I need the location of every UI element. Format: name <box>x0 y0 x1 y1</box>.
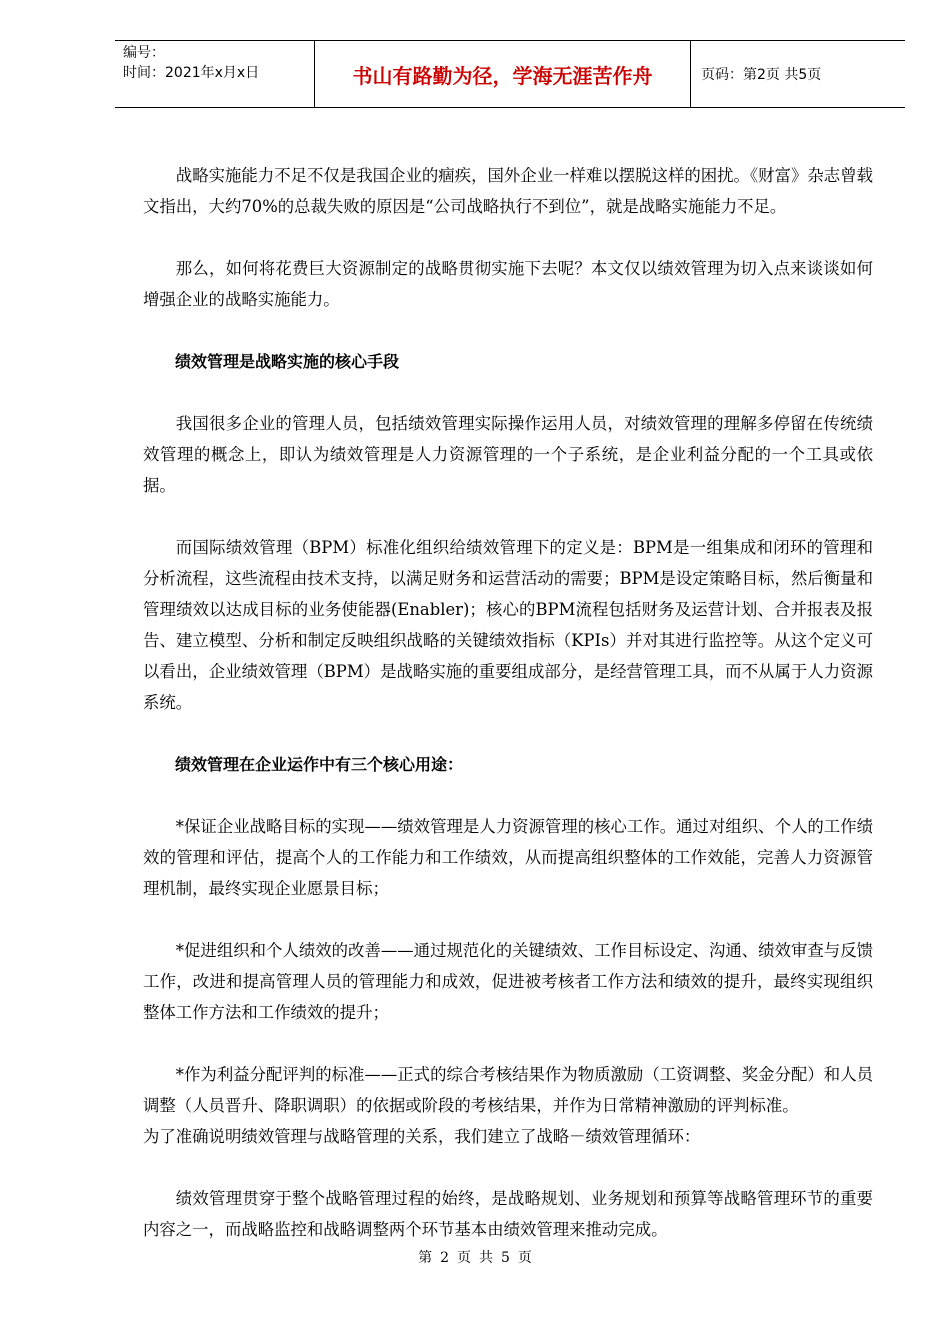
footer-gong: 共 <box>479 1250 493 1266</box>
page-header <box>115 40 905 108</box>
section-heading-2: 绩效管理在企业运作中有三个核心用途： <box>175 755 464 774</box>
paragraph-3: 我国很多企业的管理人员，包括绩效管理实际操作运用人员，对绩效管理的理解多停留在传统绩效管理的概念上，即认为绩效管理是人力资源管理的一个子系统，是企业利益分配的一个工具或依据。 <box>143 414 873 495</box>
paragraph-1: 战略实施能力不足不仅是我国企业的痼疾，国外企业一样难以摆脱这样的困扰。《财富》杂志曾载文指出，大约70%的总裁失败的原因是“公司战略执行不到位”，就是战略实施能力不足。 <box>143 166 873 216</box>
paragraph-8: 为了准确说明绩效管理与战略管理的关系，我们建立了战略－绩效管理循环： <box>143 1127 701 1146</box>
header-info-cell <box>115 41 315 107</box>
paragraph-6: *促进组织和个人绩效的改善——通过规范化的关键绩效、工作目标设定、沟通、绩效审查与反馈工作，改进和提高管理人员的管理能力和成效，促进被考核者工作方法和绩效的提升，最终实现组织整体工作方法和工作绩效的提升； <box>143 941 873 1022</box>
footer-page-number: 2 <box>440 1250 449 1266</box>
page-footer <box>0 1247 950 1267</box>
section-heading-1: 绩效管理是战略实施的核心手段 <box>175 352 400 371</box>
paragraph-5: *保证企业战略目标的实现——绩效管理是人力资源管理的核心工作。通过对组织、个人的工作绩效的管理和评估，提高个人的工作能力和工作绩效，从而提高组织整体的工作效能，完善人力资源管理机制，最终实现企业愿景目标； <box>143 817 873 898</box>
header-page-label: 页码：第2页 共5页 <box>701 67 822 83</box>
footer-total-pages: 5 <box>501 1250 510 1266</box>
document-body <box>143 160 873 1245</box>
paragraph-9: 绩效管理贯穿于整个战略管理过程的始终，是战略规划、业务规划和预算等战略管理环节的重要内容之一，而战略监控和战略调整两个环节基本由绩效管理来推动完成。 <box>143 1189 873 1239</box>
paragraph-4: 而国际绩效管理（BPM）标准化组织给绩效管理下的定义是：BPM是一组集成和闭环的管理和分析流程，这些流程由技术支持，以满足财务和运营活动的需要；BPM是设定策略目标，然后衡量和管理绩效以达成目标的业务使能器(Enabler)；核心的BPM流程包括财务及运营计划、合并报表及报告、建立模型、分析和制定反映组织战略的关键绩效指标（KPIs）并对其进行监控等。从这个定义可以看出，企业绩效管理（BPM）是战略实施的重要组成部分，是经营管理工具，而不从属于人力资源系统。 <box>143 538 873 712</box>
footer-di: 第 <box>418 1250 433 1266</box>
paragraph-2: 那么，如何将花费巨大资源制定的战略贯彻实施下去呢？本文仅以绩效管理为切入点来谈谈如何增强企业的战略实施能力。 <box>143 259 873 309</box>
time-label: 时间：2021年x月x日 <box>123 65 260 81</box>
footer-ye2: 页 <box>517 1250 532 1266</box>
header-motto: 书山有路勤为径，学海无涯苦作舟 <box>315 41 691 107</box>
paragraph-7: *作为利益分配评判的标准——正式的综合考核结果作为物质激励（工资调整、奖金分配）和人员调整（人员晋升、降职调职）的依据或阶段的考核结果，并作为日常精神激励的评判标准。 <box>143 1065 873 1115</box>
footer-ye: 页 <box>457 1250 471 1266</box>
number-label: 编号： <box>123 45 165 61</box>
